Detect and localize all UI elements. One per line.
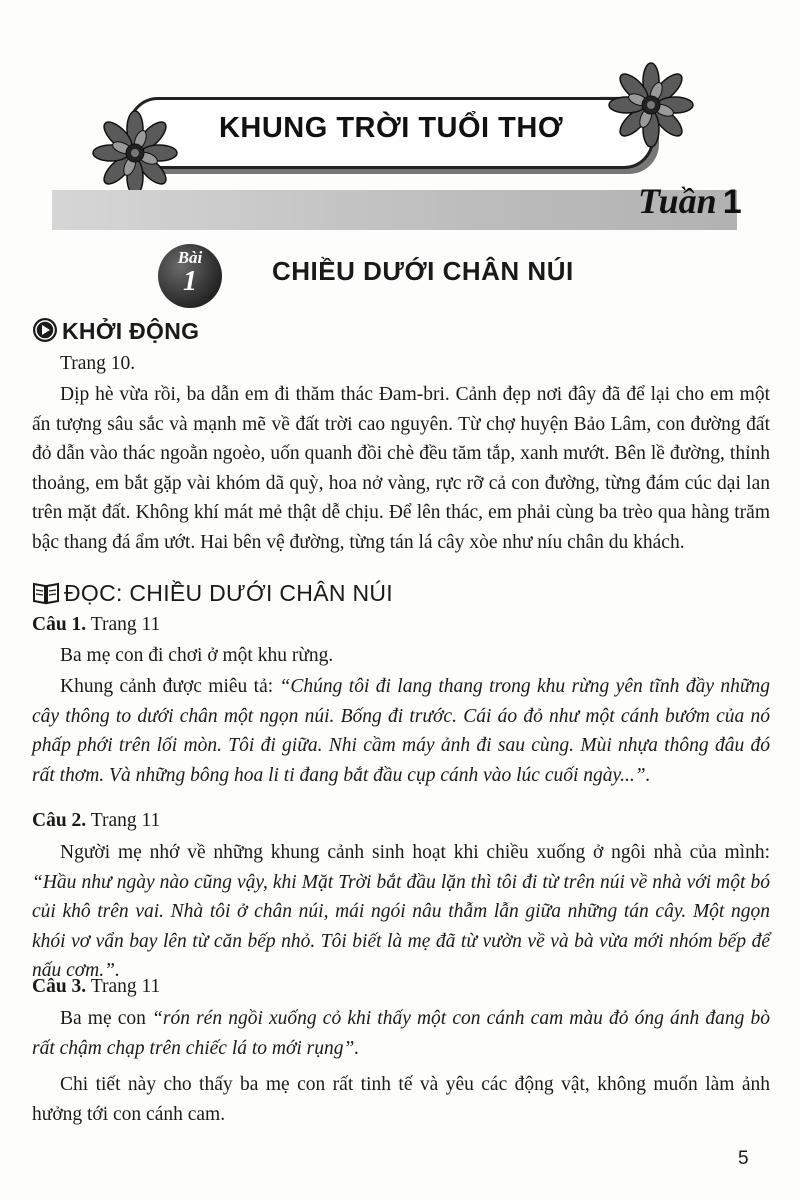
question-1-lead: Khung cảnh được miêu tả: bbox=[60, 676, 280, 697]
week-number: 1 bbox=[722, 183, 742, 221]
question-1-page: Trang 11 bbox=[90, 614, 161, 635]
lesson-number: 1 bbox=[183, 266, 197, 297]
warmup-heading bbox=[32, 316, 199, 346]
question-3-quote: “rón rén ngồi xuống cỏ khi thấy một con cánh cam màu đỏ óng ánh đang bò rất chậm chạp trên chiếc lá to mới rụng”. bbox=[32, 1008, 771, 1059]
unit-title: KHUNG TRỜI TUỔI THƠ bbox=[218, 112, 564, 144]
warmup-heading-text: KHỞI ĐỘNG bbox=[62, 318, 200, 344]
page-number: 5 bbox=[738, 1148, 749, 1169]
lesson-word: Bài bbox=[177, 248, 203, 267]
lesson-badge bbox=[158, 244, 222, 308]
warmup-text: Dịp hè vừa rồi, ba dẫn em đi thăm thác Đam-bri. Cảnh đẹp nơi đây đã để lại cho em một ấn tượng sâu sắc và mạnh mẽ về đất trời cao nguyên. Từ chợ huyện Bảo Lâm, con đường đất đỏ dẫn vào thác ngoằn ngoèo, uốn quanh đồi chè đều tăm tắp, xanh mướt. Bên lề đường, thỉnh thoảng, em bắt gặp vài khóm dã quỳ, hoa nở vàng, rực rỡ cả con đường, từng đám cúc dại lan trên mặt đất. Không khí mát mẻ thật dễ chịu. Để lên thác, em phải cùng ba trèo qua hàng trăm bậc thang đá ẩm ướt. Hai bên vệ đường, từng tán lá cây xòe như níu chân du khách. bbox=[32, 384, 770, 553]
reading-heading bbox=[32, 578, 393, 608]
question-3-page: Trang 11 bbox=[90, 976, 161, 997]
question-1-heading bbox=[32, 610, 160, 640]
question-2-answer bbox=[32, 838, 770, 986]
open-book-icon bbox=[32, 581, 60, 605]
flower-ornament-right-icon bbox=[606, 60, 696, 150]
question-1-answer: Ba mẹ con đi chơi ở một khu rừng. bbox=[60, 645, 334, 666]
question-2-quote: “Hầu như ngày nào cũng vậy, khi Mặt Trời bắt đầu lặn thì tôi đi từ trên núi về nhà với một bó củi khô trên vai. Nhà tôi ở chân núi, mái ngói nâu thẫm lẫn giữa những tán cây. Một ngọn khói vơ vẩn bay lên từ căn bếp nhỏ. Tôi biết là mẹ đã từ vườn về và bà vừa mới nhóm bếp để nấu cơm.”. bbox=[32, 871, 770, 981]
week-bar bbox=[52, 190, 737, 230]
question-3-label: Câu 3. bbox=[32, 976, 87, 997]
question-3-heading bbox=[32, 972, 160, 1002]
question-2-page: Trang 11 bbox=[90, 810, 161, 831]
unit-title-banner bbox=[128, 97, 654, 169]
warmup-page-ref: Trang 10. bbox=[60, 353, 136, 374]
question-2-lead: Người mẹ nhớ về những khung cảnh sinh hoạt khi chiều xuống ở ngôi nhà của mình: bbox=[60, 842, 770, 863]
week-label bbox=[638, 180, 742, 222]
reading-heading-text: ĐỌC: CHIỀU DƯỚI CHÂN NÚI bbox=[64, 580, 393, 606]
week-word: Tuần bbox=[638, 181, 717, 221]
flower-ornament-left-icon bbox=[90, 108, 180, 198]
question-3-answer bbox=[32, 1004, 770, 1063]
question-2-heading bbox=[32, 806, 160, 836]
question-1-label: Câu 1. bbox=[32, 614, 87, 635]
question-3-conclusion: Chi tiết này cho thấy ba mẹ con rất tinh tế và yêu các động vật, không muốn làm ảnh hưởng tới con cánh cam. bbox=[32, 1074, 770, 1125]
lesson-title: CHIỀU DƯỚI CHÂN NÚI bbox=[272, 256, 574, 286]
question-1-quote: “Chúng tôi đi lang thang trong khu rừng yên tĩnh đầy những cây thông to dưới chân một ngọn núi. Bống đi trước. Cái áo đỏ như một cánh bướm của nó phấp phới trên lối mòn. Tôi đi giữa. Nhi cầm máy ảnh đi sau cùng. Mùi nhựa thông đâu đó rất thơm. Và những bông hoa li ti đang bắt đầu cụp cánh vào lúc cuối ngày...”. bbox=[32, 676, 770, 786]
question-2-label: Câu 2. bbox=[32, 810, 87, 831]
play-circle-icon bbox=[32, 317, 58, 343]
question-1-description bbox=[32, 672, 770, 790]
question-3-lead: Ba mẹ con bbox=[60, 1008, 153, 1029]
